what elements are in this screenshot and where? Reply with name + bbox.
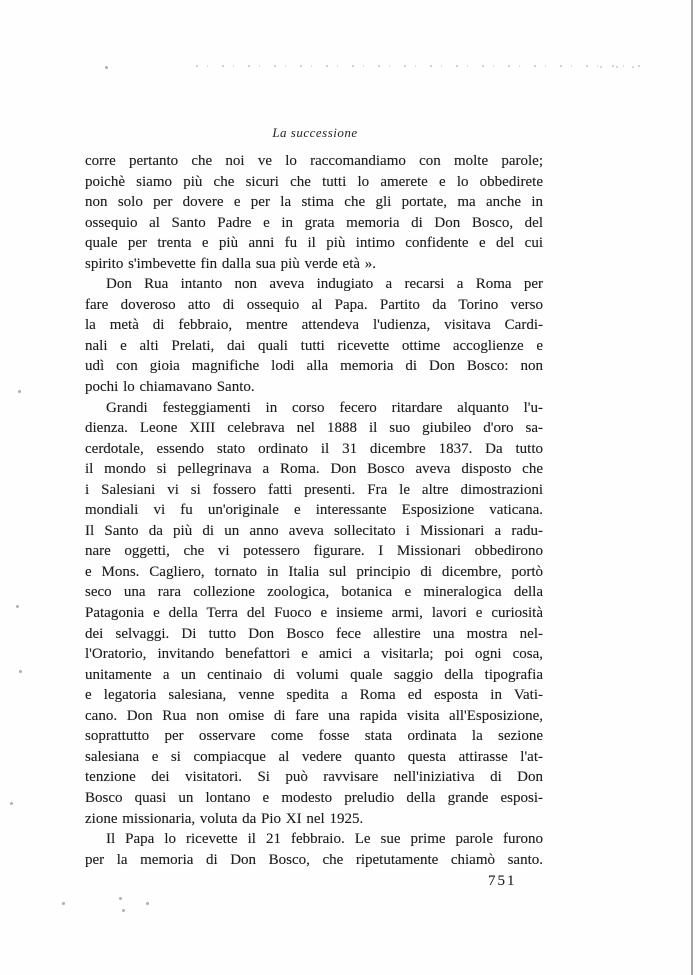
text-line: dei selvaggi. Di tutto Don Bosco fece allestire una mostra nel- <box>85 625 543 642</box>
text-line: nali e alti Prelati, dai quali tutti ricevette ottime accoglienze e <box>85 337 543 354</box>
scan-speck <box>18 390 21 393</box>
text-line: corre pertanto che noi ve lo raccomandiamo con molte parole; <box>85 153 543 169</box>
scan-artifact-edge-line <box>691 0 693 975</box>
text-line: non solo per dovere e per la stima che gli portate, ma anche in <box>85 194 543 211</box>
text-line: l'Oratorio, invitando benefattori e amici a visitarla; poi ogni cosa, <box>85 646 543 663</box>
text-line: Bosco quasi un lontano e modesto preludio della grande esposi- <box>85 789 543 806</box>
scan-speck <box>105 66 108 69</box>
scan-artifact-dotted-row <box>600 66 648 68</box>
text-line: salesiana e si compiacque al vedere quanto questa attirasse l'at- <box>85 748 543 765</box>
text-line: cano. Don Rua non omise di fare una rapida visita all'Esposizione, <box>85 707 543 724</box>
text-line: i Salesiani vi si fossero fatti presenti. Fra le altre dimostrazioni <box>85 481 543 498</box>
text-line: ossequio al Santo Padre e in grata memoria di Don Bosco, del <box>85 214 543 231</box>
text-line: zione missionaria, voluta da Pio XI nel 1925. <box>85 810 364 827</box>
text-line: Il Papa lo ricevette il 21 febbraio. Le sue prime parole furono <box>106 831 543 848</box>
text-line: quale per trenta e più anni fu il più intimo confidente e del cui <box>85 235 543 252</box>
text-line: tenzione dei visitatori. Si può ravvisare nell'iniziativa di Don <box>85 769 543 786</box>
text-line: spirito s'imbevette fin dalla sua più verde età ». <box>85 255 377 272</box>
text-line: per la memoria di Don Bosco, che ripetutamente chiamò santo. <box>85 851 543 868</box>
text-line: mondiali vi fu un'originale e interessante Esposizione vaticana. <box>85 502 543 519</box>
text-line: soprattutto per osservare come fosse stata ordinata la sezione <box>85 728 543 745</box>
scan-artifact-dotted-row <box>196 65 648 67</box>
text-line: unitamente a un centinaio di volumi quale saggio della tipografia <box>85 666 543 683</box>
text-line: dienza. Leone XIII celebrava nel 1888 il suo giubileo d'oro sa- <box>85 420 543 437</box>
scan-speck <box>19 670 22 673</box>
text-line: nare oggetti, che vi potessero figurare. I Missionari obbedirono <box>85 543 543 560</box>
text-line: cerdotale, essendo stato ordinato il 31 dicembre 1837. Da tutto <box>85 440 543 457</box>
text-line: Patagonia e della Terra del Fuoco e insieme armi, lavori e curiosità <box>85 605 543 622</box>
text-line: la metà di febbraio, mentre attendeva l'udienza, visitava Cardi- <box>85 317 543 334</box>
text-line: e Mons. Cagliero, tornato in Italia sul principio di dicembre, portò <box>85 563 543 580</box>
scan-speck <box>146 902 149 905</box>
scan-speck <box>122 909 125 912</box>
scan-speck <box>119 897 122 900</box>
text-line: e legatoria salesiana, venne spedita a Roma ed esposta in Vati- <box>85 687 543 704</box>
running-head: La successione <box>272 125 358 140</box>
text-line: pochi lo chiamavano Santo. <box>85 379 255 396</box>
text-line: il mondo si pellegrinava a Roma. Don Bosco aveva disposto che <box>85 461 543 478</box>
body-text <box>85 151 543 870</box>
text-line: Grandi festeggiamenti in corso fecero ritardare alquanto l'u- <box>106 399 543 416</box>
text-line: fare doveroso atto di ossequio al Papa. Partito da Torino verso <box>85 296 543 313</box>
text-line: udì con gioia magnifiche lodi alla memoria di Don Bosco: non <box>85 358 543 375</box>
scan-speck <box>10 802 13 805</box>
text-line: Don Rua intanto non aveva indugiato a recarsi a Roma per <box>106 276 543 293</box>
scan-speck <box>62 902 65 905</box>
text-line: Il Santo da più di un anno aveva sollecitato i Missionari a radu- <box>85 522 543 539</box>
scan-speck <box>16 605 19 608</box>
text-line: seco una rara collezione zoologica, botanica e mineralogica della <box>85 584 543 601</box>
text-line: poichè siamo più che sicuri che tutti lo amerete e lo obbedirete <box>85 173 543 190</box>
page-number: 751 <box>488 873 517 889</box>
